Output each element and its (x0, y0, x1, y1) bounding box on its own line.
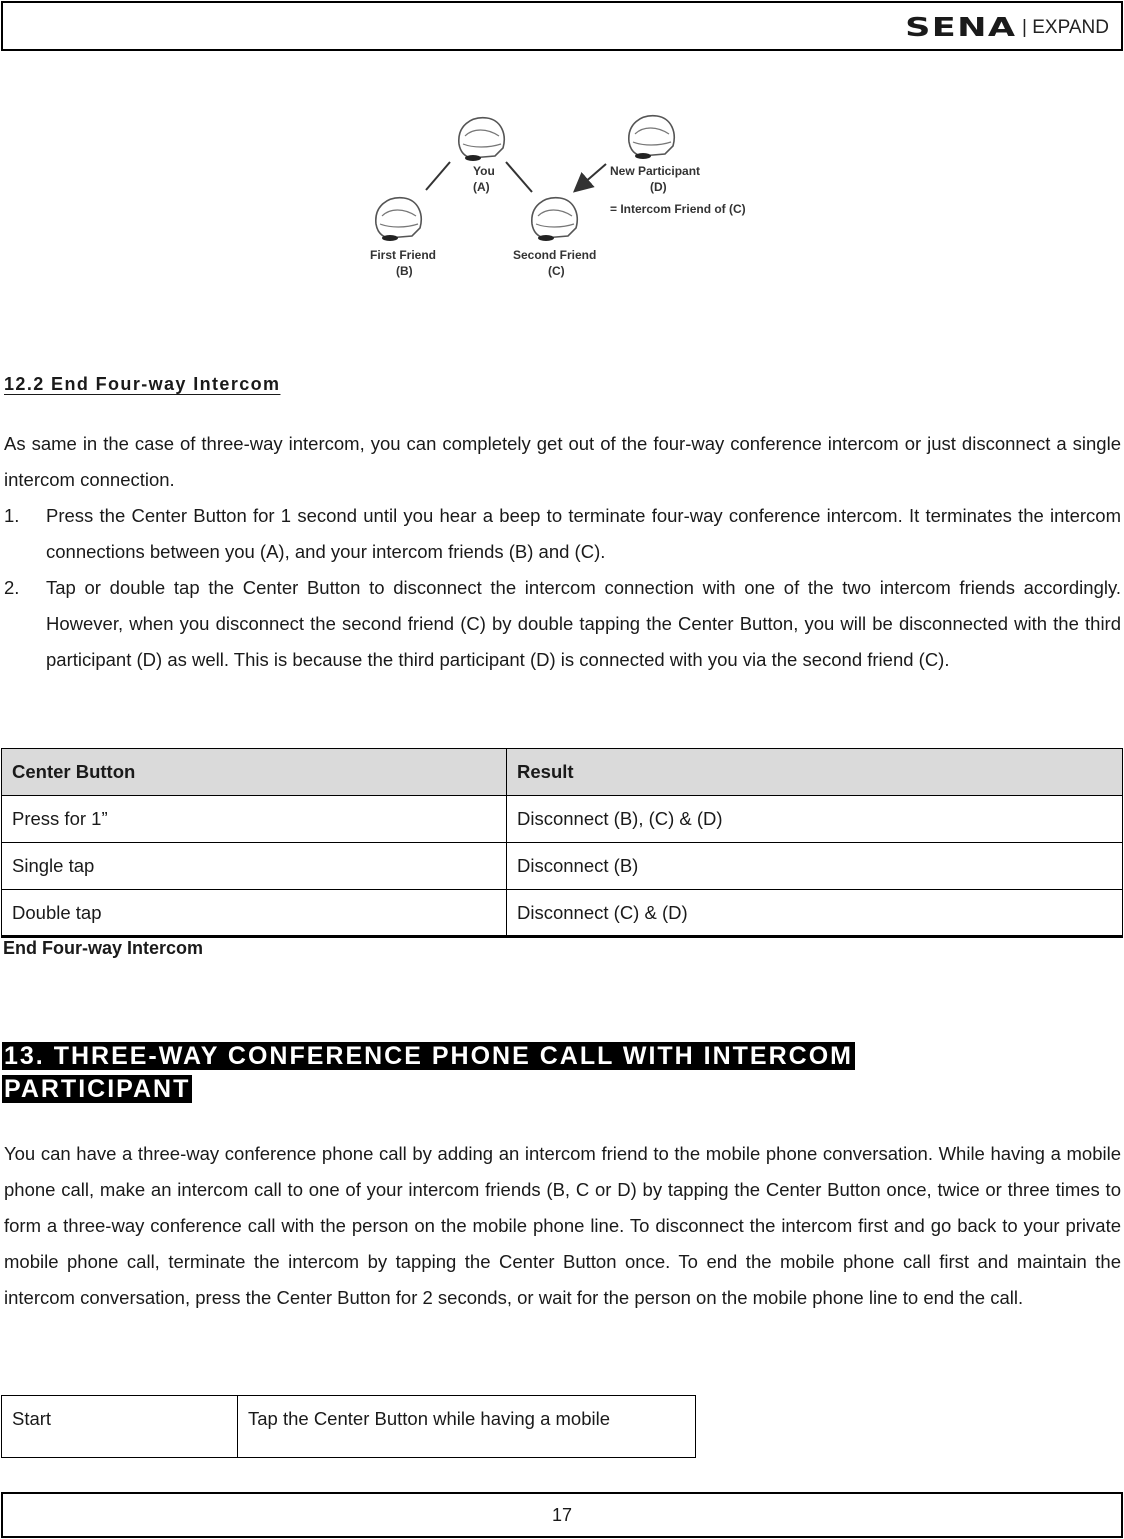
step-1-text: Press the Center Button for 1 second until you hear a beep to terminate four-way conference intercom. It terminates the intercom connections between you (A), and your intercom friends (B) and (C). (46, 505, 1121, 562)
table-cell: Disconnect (C) & (D) (507, 890, 1123, 937)
arrow-new-participant (576, 164, 606, 190)
sena-logo: SENA (904, 13, 1017, 43)
intercom-diagram (360, 108, 770, 288)
helmet-icon-new-participant (629, 116, 674, 159)
label-second-friend: Second Friend (513, 248, 597, 262)
label-you: You (473, 164, 495, 178)
table-header-row (2, 749, 1123, 796)
label-new-participant: New Participant (610, 164, 701, 178)
table-row (2, 796, 1123, 843)
label-you-code: (A) (473, 180, 490, 194)
label-second-code: (C) (548, 264, 565, 278)
section-13-title-line-1: 13. THREE-WAY CONFERENCE PHONE CALL WITH INTERCOM (4, 1042, 853, 1070)
section-12-2-intro: As same in the case of three-way intercom, you can completely get out of the four-way conference intercom or just disconnect a single intercom connection. (4, 433, 1121, 490)
table-cell: Single tap (2, 843, 507, 890)
page-header (1, 1, 1123, 51)
helmet-icon-first-friend (376, 198, 421, 241)
helmet-icon-you (459, 118, 504, 161)
table-cell: Tap the Center Button while having a mobile (238, 1396, 696, 1458)
conference-call-table (1, 1395, 696, 1458)
table-row (2, 843, 1123, 890)
step-2-text: Tap or double tap the Center Button to disconnect the intercom connection with one of the two intercom friends accordingly. However, when you disconnect the second friend (C) by double tapping the Center Button, you will be disconnected with the third participant (D) as well. This is because the third participant (D) is connected with you via the second friend (C). (46, 577, 1121, 670)
table-header-center-button: Center Button (2, 749, 507, 796)
label-first-code: (B) (396, 264, 413, 278)
link-you-second-friend (506, 162, 532, 192)
brand-separator: | EXPAND (1022, 17, 1109, 38)
end-four-way-table (1, 748, 1123, 938)
table-caption: End Four-way Intercom (3, 938, 204, 958)
section-13-title-line-2: PARTICIPANT (4, 1075, 191, 1103)
label-intercom-friend-of: = Intercom Friend of (C) (610, 202, 746, 216)
table-cell: Disconnect (B) (507, 843, 1123, 890)
table-header-result: Result (507, 749, 1123, 796)
link-you-first-friend (426, 162, 450, 190)
label-new-code: (D) (650, 180, 667, 194)
page-footer (1, 1492, 1123, 1538)
section-13-title (2, 1040, 855, 1106)
step-2 (4, 570, 1121, 678)
table-cell: Start (2, 1396, 238, 1458)
table-cell: Disconnect (B), (C) & (D) (507, 796, 1123, 843)
section-12-2-title: 12.2 End Four-way Intercom (4, 374, 281, 394)
step-2-number: 2. (4, 577, 20, 598)
table-row (2, 890, 1123, 937)
table-cell: Press for 1” (2, 796, 507, 843)
table-cell: Double tap (2, 890, 507, 937)
step-1 (4, 498, 1121, 570)
label-first-friend: First Friend (370, 248, 437, 262)
helmet-icon-second-friend (532, 198, 577, 241)
brand (904, 13, 1109, 43)
section-13-body: You can have a three-way conference phone call by adding an intercom friend to the mobile phone conversation. While having a mobile phone call, make an intercom call to one of your intercom friends (B, C or D) by tapping the Center Button once, twice or three times to form a three-way conference call with the person on the mobile phone line. To disconnect the intercom first and go back to your private mobile phone call, terminate the intercom by tapping the Center Button once. To end the mobile phone call first and maintain the intercom conversation, press the Center Button for 2 seconds, or wait for the person on the mobile phone line to end the call. (4, 1143, 1121, 1308)
step-1-number: 1. (4, 505, 20, 526)
table-row (2, 1396, 696, 1458)
page-number: 17 (551, 1505, 573, 1525)
